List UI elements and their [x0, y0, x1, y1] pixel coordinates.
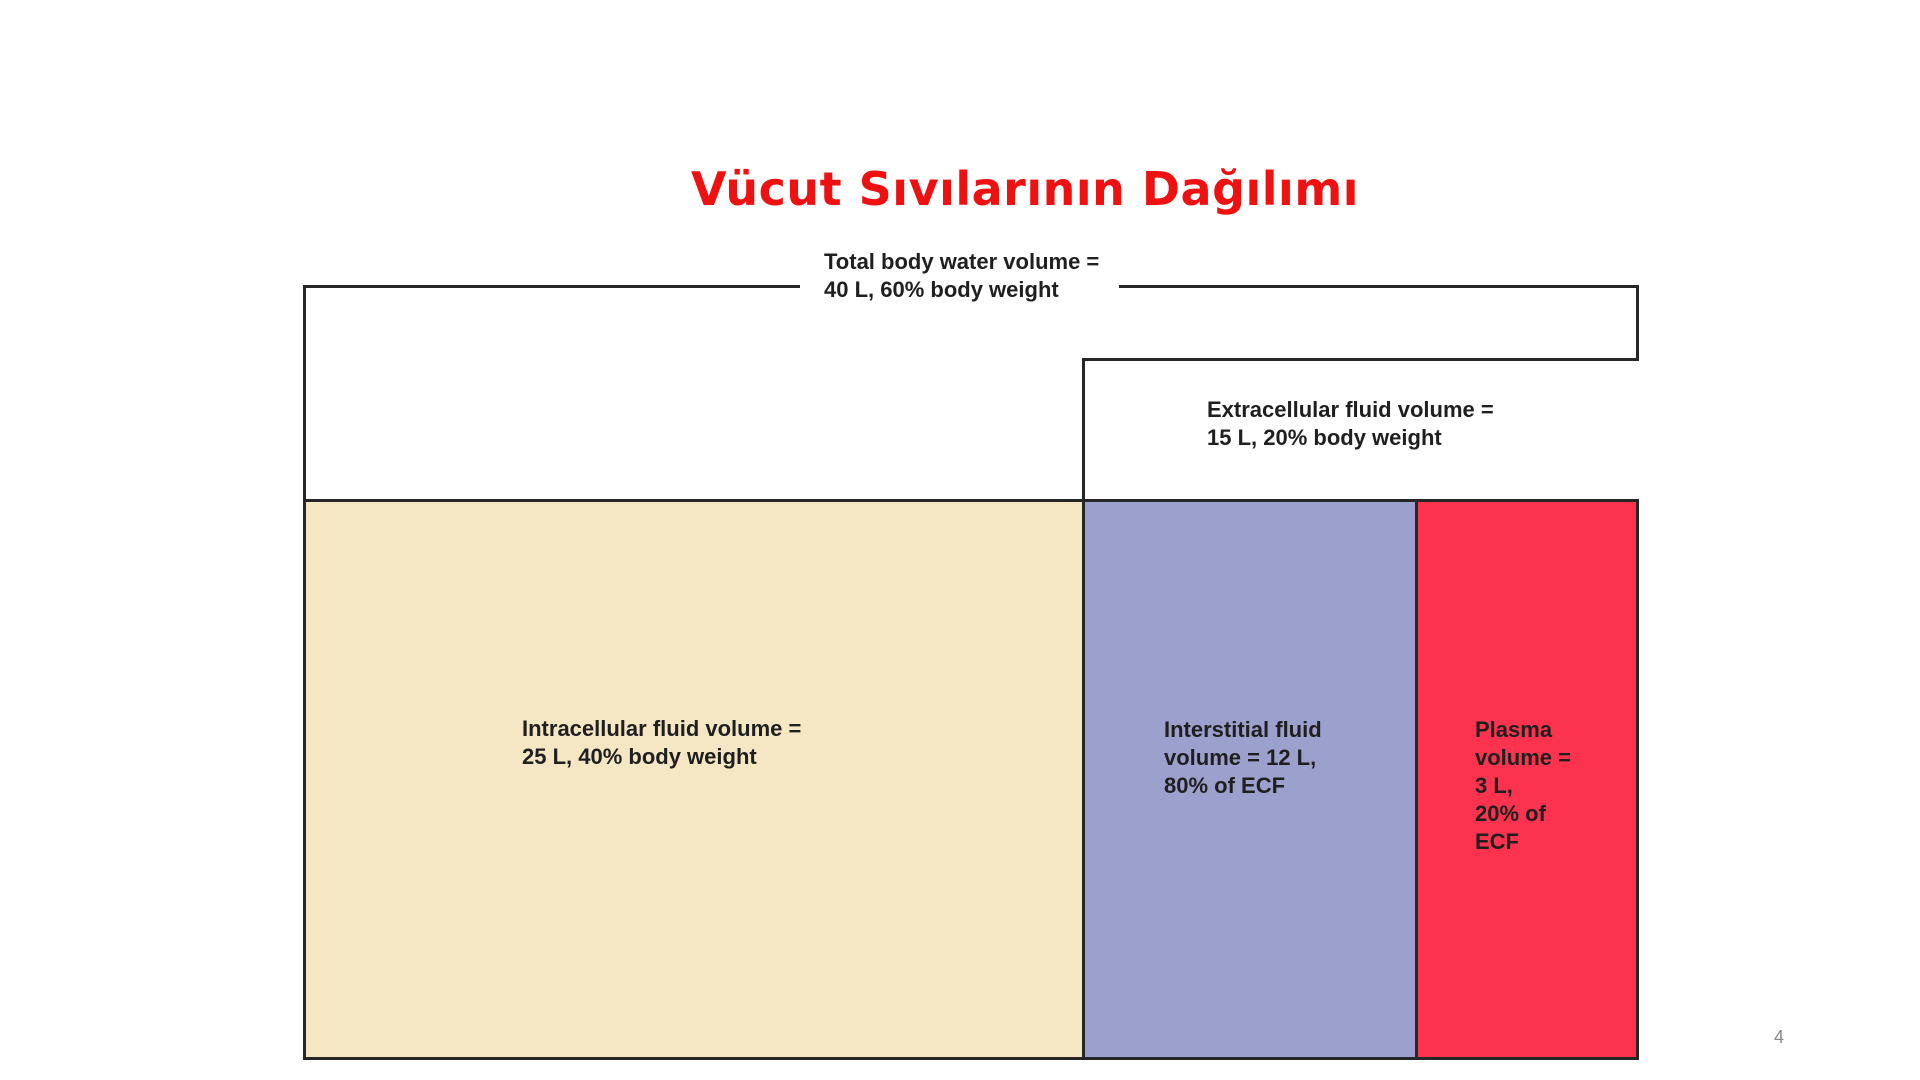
page-number: 4 [1774, 1027, 1785, 1047]
plasma-label: Plasma volume = 3 L, 20% of ECF [1475, 717, 1571, 854]
total-body-water-label: Total body water volume = 40 L, 60% body weight [800, 248, 1119, 304]
slide-title: Vücut Sıvılarının Dağılımı [690, 162, 1360, 216]
intracellular-fluid-box [303, 499, 1085, 1060]
interstitial-fluid-label: Interstitial fluid volume = 12 L, 80% of ECF [1164, 717, 1322, 798]
intracellular-fluid-label: Intracellular fluid volume = 25 L, 40% body weight [522, 716, 802, 769]
extracellular-fluid-label: Extracellular fluid volume = 15 L, 20% body weight [1207, 397, 1494, 450]
